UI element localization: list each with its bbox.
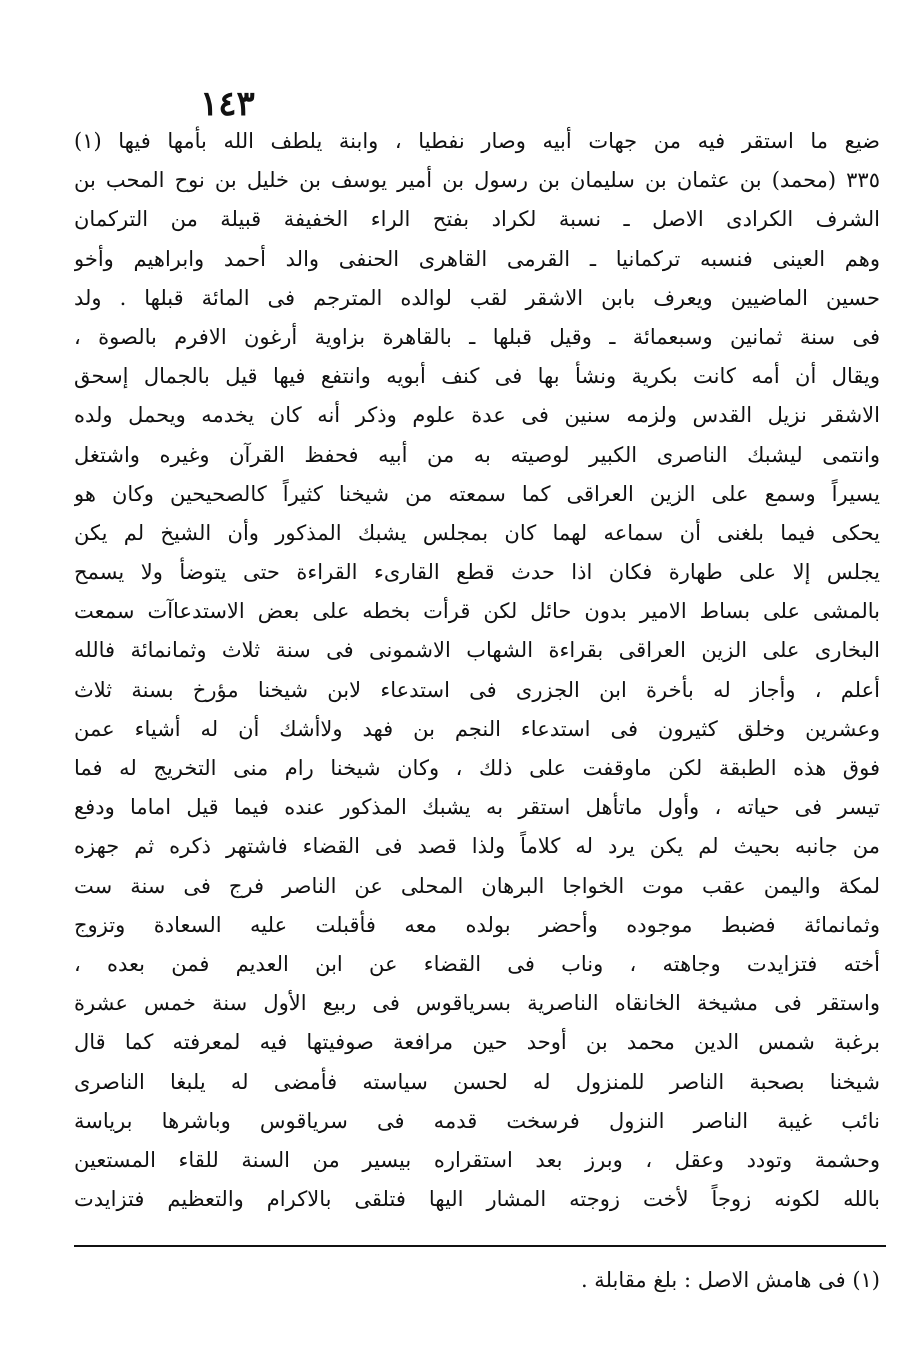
text-line: لمكة واليمن عقب موت الخواجا البرهان المحلى عن الناصر فرج فى سنة ست	[74, 873, 880, 898]
text-line: بالمشى على بساط الامير بدون حائل لكن قرأت بخطه على بعض الاستدعاآت سمعت	[74, 599, 880, 624]
footnote: (١) فى هامش الاصل : بلغ مقابلة .	[580, 1268, 880, 1292]
text-line: بالله لكونه زوجاً لأخت زوجته المشار اليها فتلقى بالاكرام والتعظيم فتزايدت	[74, 1187, 880, 1212]
main-text-block	[74, 122, 880, 1219]
text-line: وانتمى ليشبك الناصرى الكبير لوصيته به من أبيه فحفظ القرآن وغيره واشتغل	[74, 442, 880, 467]
text-line: تيسر فى حياته ، وأول ماتأهل استقر به يشبك المذكور عنده فيما قيل اماما ودفع	[74, 795, 880, 820]
text-line: يحكى فيما بلغنى أن سماعه لهما كان بمجلس يشبك المذكور وأن الشيخ لم يكن	[74, 520, 880, 545]
text-line: وثمانمائة فضبط موجوده وأحضر بولده معه فأقبلت عليه السعادة وتزوج	[74, 912, 880, 937]
text-line: البخارى على الزين العراقى بقراءة الشهاب الاشمونى فى سنة ثلاث وثمانمائة فالله	[74, 638, 880, 663]
text-line: أعلم ، وأجاز له بأخرة ابن الجزرى فى استدعاء لابن شيخنا مؤرخ بسنة ثلاث	[74, 677, 880, 702]
text-line: يجلس إلا على طهارة فكان اذا حدث قطع القارىء القراءة حتى يتوضأ ولا يسمح	[74, 560, 880, 585]
text-line: واستقر فى مشيخة الخانقاه الناصرية بسرياقوس فى ربيع الأول سنة خمس عشرة	[74, 991, 880, 1016]
footnote-divider	[74, 1245, 886, 1247]
text-line: ٣٣٥ (محمد) بن عثمان بن سليمان بن رسول بن أمير يوسف بن خليل بن نوح المحب بن	[74, 168, 880, 193]
text-line: وهم العينى فنسبه تركمانيا ـ القرمى القاهرى الحنفى والد أحمد وابراهيم وأخو	[74, 246, 880, 271]
text-line: الاشقر نزيل القدس ولزمه سنين فى عدة علوم وذكر أنه كان يخدمه ويحمل ولده	[74, 403, 880, 428]
text-line: حسين الماضيين ويعرف بابن الاشقر لقب لوالده المترجم فى المائة قبلها . ولد	[74, 285, 880, 310]
text-line: من جانبه بحيث لم يكن يرد له كلاماً ولذا قصد فى القضاء فاشتهر ذكره ثم جهزه	[74, 834, 880, 859]
text-line: ويقال أن أمه كانت بكرية ونشأ بها فى كنف أبويه وانتفع فيها قيل بالجمال إسحق	[74, 364, 880, 389]
text-line: شيخنا بصحبة الناصر للمنزول له لحسن سياسته فأمضى له يلبغا الناصرى	[74, 1069, 880, 1094]
text-line: ضيع ما استقر فيه من جهات أبيه وصار نفطيا ، وابنة يلطف الله بأمها فيها (١)	[74, 129, 880, 153]
text-line: أخته فتزايدت وجاهته ، وناب فى القضاء عن ابن العديم فمن بعده ،	[74, 951, 880, 976]
text-line: الشرف الكرادى الاصل ـ نسبة لكراد بفتح الراء الخفيفة قبيلة من التركمان	[74, 207, 880, 232]
text-line: وعشرين وخلق كثيرون فى استدعاء النجم بن فهد ولاأشك أن له أشياء عمن	[74, 716, 880, 741]
text-line: وحشمة وتودد وعقل ، وبرز بعد استقراره بيسير من السنة للقاء المستعين	[74, 1147, 880, 1172]
page-number: ١٤٣	[200, 84, 255, 124]
text-line: فى سنة ثمانين وسبعمائة ـ وقيل قبلها ـ بالقاهرة بزاوية أرغون الافرم بالصوة ،	[74, 324, 880, 349]
text-line: نائب غيبة الناصر النزول فرسخت قدمه فى سرياقوس وباشرها برياسة	[74, 1108, 880, 1133]
text-line: يسيراً وسمع على الزين العراقى كما سمعته من شيخنا كثيراً كالصحيحين وكان هو	[74, 481, 880, 506]
text-line: فوق هذه الطبقة لكن ماوقفت على ذلك ، وكان شيخنا رام منى التخريج له فما	[74, 756, 880, 780]
text-line: برغبة شمس الدين محمد بن أوحد حين مرافعة صوفيتها فيه لمعرفته كما قال	[74, 1030, 880, 1055]
